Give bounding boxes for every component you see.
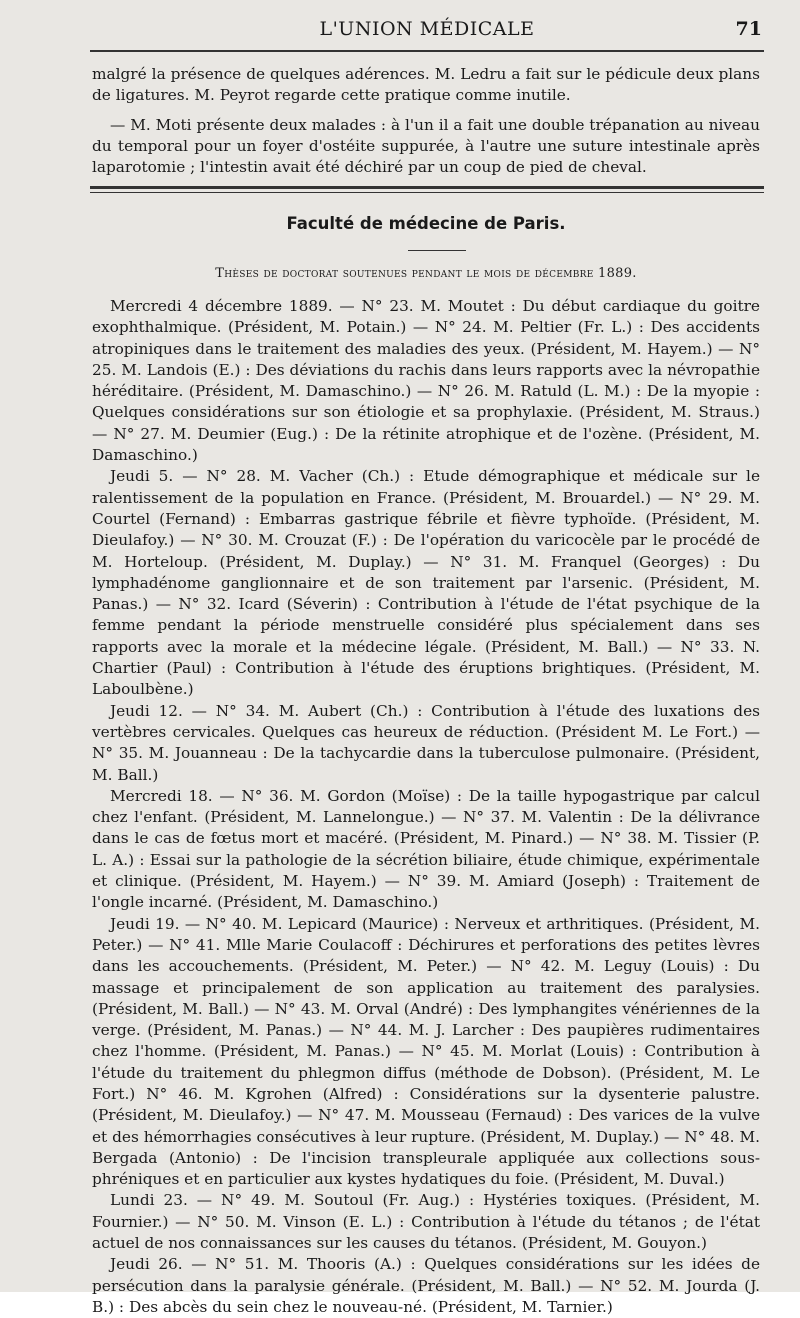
subsection-title: Thèses de doctorat soutenues pendant le mois de décembre 1889. [215, 266, 637, 281]
page-header [92, 18, 762, 48]
running-title: L'UNION MÉDICALE [319, 18, 535, 40]
thesis-day-paragraph: Jeudi 5. — N° 28. M. Vacher (Ch.) : Etude démographique et médicale sur le ralentissement de la population en France. (Président, M. Brouardel.) — N° 29. M. Courtel (Fernand) : Embarras gastrique fébrile et fièvre typhoïde. (Président, M. Dieulafoy.) — N° 30. M. Crouzat (F.) : De l'opération du varicocèle par le procédé de M. Horteloup. (Président, M. Duplay.) — N° 31. M. Franquel (Georges) : Du lymphadénome ganglionnaire et de son traitement par l'arsenic. (Président, M. Panas.) — N° 32. Icard (Séverin) : Contribution à l'étude de l'état psychique de la femme pendant la période menstruelle considéré plus spécialement dans ses rapports avec la morale et la médecine légale. (Président, M. Ball.) — N° 33. N. Chartier (Paul) : Contribution à l'étude des éruptions brightiques. (Président, M. Laboulbène.) [92, 467, 760, 699]
thesis-day-paragraph: Jeudi 12. — N° 34. M. Aubert (Ch.) : Contribution à l'étude des luxations des vertèbres cervicales. Quelques cas heureux de réduction. (Président M. Le Fort.) — N° 35. M. Jouanneau : De la tachycardie dans la tuberculose pulmonaire. (Président, M. Ball.) [92, 701, 760, 784]
thesis-day-paragraph: Mercredi 4 décembre 1889. — N° 23. M. Moutet : Du début cardiaque du goitre exophthalmique. (Président, M. Potain.) — N° 24. M. Peltier (Fr. L.) : Des accidents atropiniques dans le traitement des maladies des yeux. (Président, M. Hayem.) — N° 25. M. Landois (E.) : Des déviations du rachis dans leurs rapports avec la névropathie héréditaire. (Président, M. Damaschino.) — N° 26. M. Ratuld (L. M.) : De la myopie : Quelques considérations sur son étiologie et sa prophylaxie. (Président, M. Straus.) — N° 27. M. Deumier (Eug.) : De la rétinite atrophique et de l'ozène. (Président, M. Damaschino.) [92, 297, 760, 465]
intro-paragraph-2: — M. Moti présente deux malades : à l'un il a fait une double trépanation au niveau du temporal pour un foyer d'ostéite suppurée, à l'autre une suture intestinale après laparotomie ; l'intestin avait été déchiré par un coup de pied de cheval. [92, 116, 760, 176]
title-rule [408, 250, 466, 251]
thesis-day-paragraph: Lundi 23. — N° 49. M. Soutoul (Fr. Aug.) : Hystéries toxiques. (Président, M. Fournier.) — N° 50. M. Vinson (E. L.) : Contribution à l'étude du tétanos ; de l'état actuel de nos connaissances sur les causes du tétanos. (Président, M. Gouyon.) [92, 1191, 760, 1253]
header-rule [90, 50, 764, 52]
intro-text [92, 64, 760, 178]
thesis-day-paragraph: Jeudi 26. — N° 51. M. Thooris (A.) : Quelques considérations sur les idées de persécution dans la paralysie générale. (Président, M. Ball.) — N° 52. M. Jourda (J. B.) : Des abcès du sein chez le nouveau-né. (Président, M. Tarnier.) [92, 1255, 760, 1316]
page-number: 71 [735, 18, 762, 40]
intro-paragraph-1: malgré la présence de quelques adérences. M. Ledru a fait sur le pédicule deux plans de ligatures. M. Peyrot regarde cette pratique comme inutile. [92, 65, 760, 104]
section-separator-top [90, 186, 764, 189]
section-separator-bottom [90, 192, 764, 193]
theses-list [92, 296, 760, 1318]
thesis-day-paragraph: Jeudi 19. — N° 40. M. Lepicard (Maurice) : Nerveux et arthritiques. (Président, M. Peter.) — N° 41. Mlle Marie Coulacoff : Déchirures et perforations des petites lèvres dans les accouchements. (Président, M. Peter.) — N° 42. M. Leguy (Louis) : Du massage et principalement de son application au traitement des paralysies. (Président, M. Ball.) — N° 43. M. Orval (André) : Des lymphangites vénériennes de la verge. (Président, M. Panas.) — N° 44. M. J. Larcher : Des paupières rudimentaires chez l'homme. (Président, M. Panas.) — N° 45. M. Morlat (Louis) : Contribution à l'étude du traitement du phlegmon diffus (méthode de Dobson). (Président, M. Le Fort.) N° 46. M. Kgrohen (Alfred) : Considérations sur la dysenterie palustre. (Président, M. Dieulafoy.) — N° 47. M. Mousseau (Fernaud) : Des varices de la vulve et des hémorrhagies consécutives à leur rupture. (Président, M. Duplay.) — N° 48. M. Bergada (Antonio) : De l'incision transpleurale appliquée aux collections sous-phréniques et en particulier aux kystes hydatiques du foie. (Président, M. Duval.) [92, 914, 760, 1189]
section-title: Faculté de médecine de Paris. [286, 214, 566, 233]
thesis-day-paragraph: Mercredi 18. — N° 36. M. Gordon (Moïse) : De la taille hypogastrique par calcul chez l'enfant. (Président, M. Lannelongue.) — N° 37. M. Valentin : De la délivrance dans le cas de fœtus mort et macéré. (Président, M. Pinard.) — N° 38. M. Tissier (P. L. A.) : Essai sur la pathologie de la sécrétion biliaire, étude chimique, expérimentale et clinique. (Président, M. Hayem.) — N° 39. M. Amiard (Joseph) : Traitement de l'ongle incarné. (Président, M. Damaschino.) [92, 786, 760, 912]
